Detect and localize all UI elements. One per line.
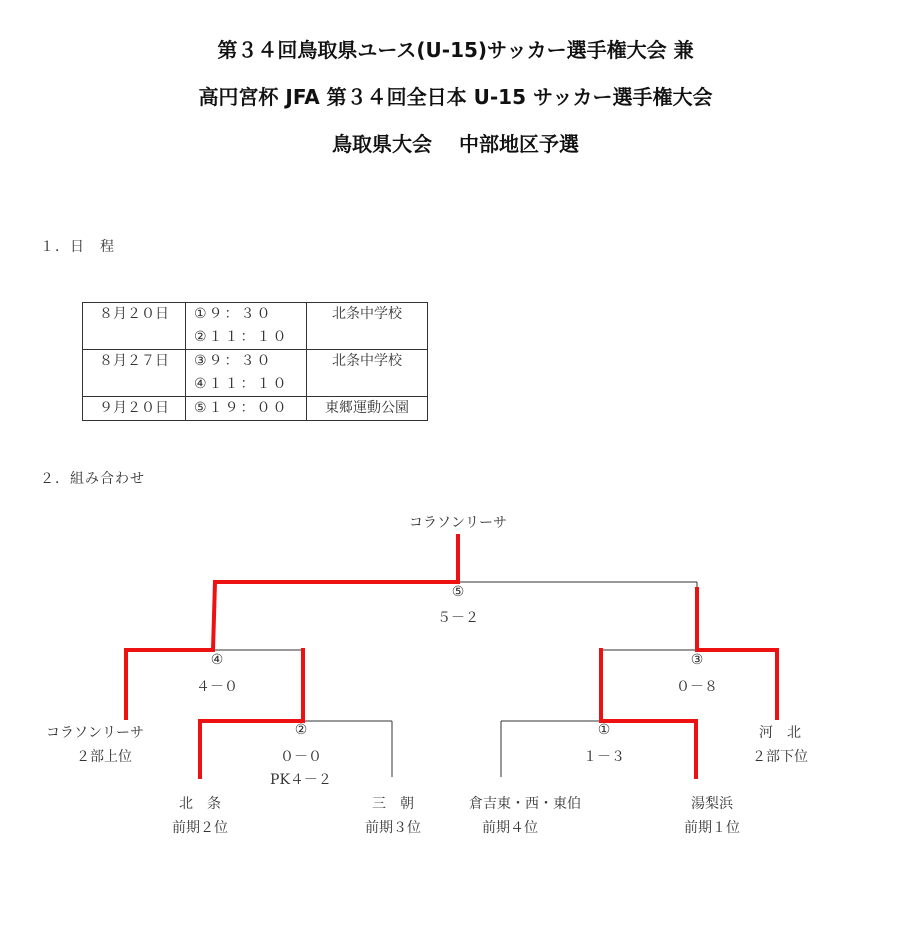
team-rank: 前期４位 [482,820,538,836]
team-rank: 前期３位 [365,820,421,836]
semi-right-score: ０－８ [676,679,718,695]
team-name: 北 条 [179,796,221,812]
team-name: 湯梨浜 [691,796,733,812]
team-rank: ２部上位 [76,749,132,765]
title-line-3: 鳥取県大会 中部地区予選 [332,132,579,156]
schedule-venue: 北条中学校 [307,350,428,397]
title-line-1: 第３４回鳥取県ユース(U-15)サッカー選手権大会 兼 [217,38,694,62]
team-rank: 前期２位 [172,820,228,836]
team-name: 三 朝 [372,796,414,812]
schedule-time: ④１１：１０ [194,376,289,392]
champion-label: コラソンリーサ [409,515,507,531]
section-bracket-heading: ２．組み合わせ [40,471,145,487]
schedule-date: ９月２０日 [83,397,186,421]
winner-line [213,582,215,650]
schedule-date: ８月２７日 [83,350,186,397]
final-score: ５－２ [437,610,479,626]
title-line-2: 高円宮杯 JFA 第３４回全日本 U-15 サッカー選手権大会 [198,85,713,109]
final-match-number: ⑤ [451,584,465,600]
schedule-venue: 東郷運動公園 [307,397,428,421]
qf-left-match-number: ② [294,722,308,738]
semi-left-match-number: ④ [210,652,224,668]
qf-left-score: ０－０ [280,749,322,765]
qf-right-score: １－３ [583,749,625,765]
schedule-time: ②１１：１０ [194,329,289,345]
schedule-venue: 北条中学校 [307,303,428,350]
schedule-time: ③９：３０ [194,353,273,369]
team-name: 河 北 [759,725,801,741]
team-name: コラソンリーサ [46,725,144,741]
semi-right-match-number: ③ [690,652,704,668]
team-rank: 前期１位 [684,820,740,836]
schedule-time: ①９：３０ [194,306,273,322]
section-schedule-heading: １．日 程 [40,239,115,255]
qf-left-pk-score: PK４－２ [270,772,332,788]
team-rank: ２部下位 [752,749,808,765]
schedule-date: ８月２０日 [83,303,186,350]
semi-left-score: ４－０ [196,679,238,695]
qf-right-match-number: ① [597,722,611,738]
schedule-time: ⑤１９：００ [194,400,289,416]
team-name: 倉吉東・西・東伯 [469,796,581,812]
